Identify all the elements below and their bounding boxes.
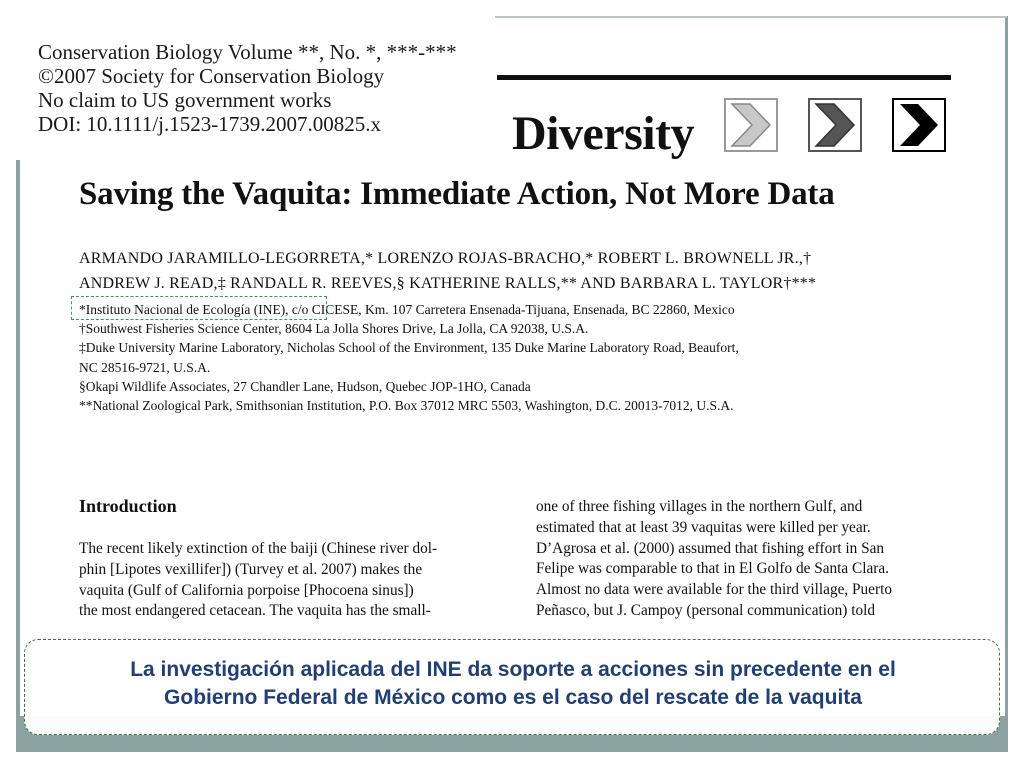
paragraph-line: the most endangered cetacean. The vaquita has the small- [79, 602, 431, 620]
chevron-right-icon [724, 98, 778, 152]
affiliation-line: †Southwest Fisheries Science Center, 8604 La Jolla Shores Drive, La Jolla, CA 92038, U.S.A. [79, 321, 589, 337]
paragraph-line: estimated that at least 39 vaquitas were killed per year. [536, 518, 871, 536]
section-heading: Introduction [79, 496, 177, 516]
text-column-right [536, 497, 951, 622]
journal-volume-line: Conservation Biology Volume **, No. *, ***-*** [38, 40, 457, 64]
section-label: Diversity [512, 107, 695, 160]
chevron-right-icon [892, 98, 946, 152]
text-column-left [79, 539, 497, 622]
journal-claim-line: No claim to US government works [38, 88, 332, 112]
callout-box [24, 639, 1000, 735]
section-header-rule [497, 75, 951, 80]
affiliation-line: §Okapi Wildlife Associates, 27 Chandler Lane, Hudson, Quebec JOP-1HO, Canada [79, 378, 531, 394]
author-line: ANDREW J. READ,‡ RANDALL R. REEVES,§ KATHERINE RALLS,** AND BARBARA L. TAYLOR†*** [79, 275, 817, 292]
paragraph-line: phin [Lipotes vexillifer]) (Turvey et al. 2007) makes the [79, 560, 423, 578]
article-title: Saving the Vaquita: Immediate Action, Not More Data [79, 176, 835, 212]
affiliation-line: **National Zoological Park, Smithsonian Institution, P.O. Box 37012 MRC 5503, Washington, D.C. 20013-7012, U.S.A. [79, 398, 734, 414]
journal-copyright-line: ©2007 Society for Conservation Biology [38, 64, 385, 88]
slide-frame-right [1005, 16, 1008, 752]
paragraph-line: one of three fishing villages in the northern Gulf, and [536, 498, 863, 515]
journal-info [38, 40, 493, 158]
author-list [79, 246, 959, 296]
affiliation-line: NC 28516-9721, U.S.A. [79, 359, 211, 375]
affiliation-line: *Instituto Nacional de Ecología (INE), c/o CICESE, Km. 107 Carretera Ensenada-Tijuana, Ensenada, BC 22860, Mexico [79, 302, 735, 317]
paragraph-line: Almost no data were available for the third village, Puerto [536, 581, 892, 599]
paragraph-line: Peñasco, but J. Campoy (personal communication) told [536, 601, 876, 619]
paragraph-line: D’Agrosa et al. (2000) assumed that fishing effort in San [536, 539, 885, 557]
callout-line: Gobierno Federal de México como es el caso del rescate de la vaquita [164, 686, 862, 709]
callout-text [25, 656, 1001, 712]
paragraph-line: vaquita (Gulf of California porpoise [Phocoena sinus]) [79, 581, 414, 599]
affiliation-line: ‡Duke University Marine Laboratory, Nicholas School of the Environment, 135 Duke Marine Laboratory Road, Beaufort, [79, 340, 739, 356]
ine-highlight-box [71, 296, 327, 320]
chevron-right-icon [808, 98, 862, 152]
author-line: ARMANDO JARAMILLO-LEGORRETA,* LORENZO ROJAS-BRACHO,* ROBERT L. BROWNELL JR.,† [79, 250, 812, 267]
paragraph-line: Felipe was comparable to that in El Golfo de Santa Clara. [536, 560, 890, 578]
callout-line: La investigación aplicada del INE da soporte a acciones sin precedente en el [130, 658, 896, 681]
journal-doi-line: DOI: 10.1111/j.1523-1739.2007.00825.x [38, 112, 381, 136]
paragraph-line: The recent likely extinction of the baiji (Chinese river dol- [79, 540, 438, 557]
